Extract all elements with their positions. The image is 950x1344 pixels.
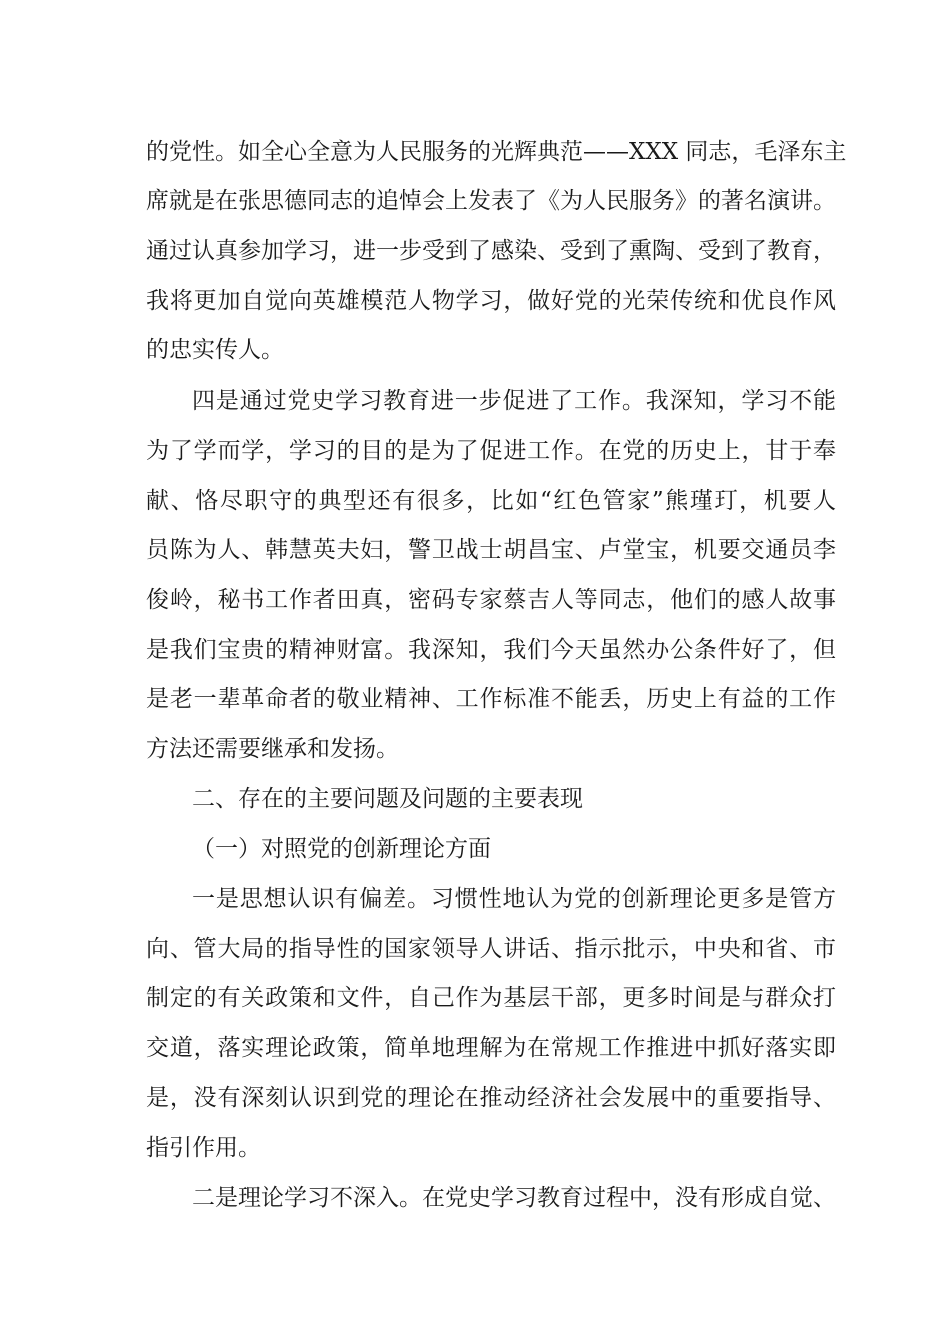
text-line: 是老一辈革命者的敬业精神、工作标准不能丢，历史上有益的工作 [146, 686, 836, 712]
text-line: 制定的有关政策和文件，自己作为基层干部，更多时间是与群众打 [146, 985, 836, 1011]
text-line: 方法还需要继承和发扬。 [146, 736, 399, 762]
text-line: 四是通过党史学习教育进一步促进了工作。我深知，学习不能 [192, 388, 836, 414]
text-line: 献、恪尽职守的典型还有很多，比如“红色管家”熊瑾玎，机要人 [146, 488, 836, 514]
text-line: 席就是在张思德同志的追悼会上发表了《为人民服务》的著名演讲。 [146, 188, 836, 214]
text-line: 一是思想认识有偏差。习惯性地认为党的创新理论更多是管方 [192, 886, 836, 912]
text-line: 我将更加自觉向英雄模范人物学习，做好党的光荣传统和优良作风 [146, 288, 836, 314]
text-line: 为了学而学，学习的目的是为了促进工作。在党的历史上，甘于奉 [146, 438, 836, 464]
text-line: 是，没有深刻认识到党的理论在推动经济社会发展中的重要指导、 [146, 1085, 836, 1111]
section-heading: 二、存在的主要问题及问题的主要表现 [192, 786, 583, 812]
text-line: 向、管大局的指导性的国家领导人讲话、指示批示，中央和省、市 [146, 936, 836, 962]
subsection-heading: （一）对照党的创新理论方面 [192, 836, 491, 862]
text-line: 交道，落实理论政策，简单地理解为在常规工作推进中抓好落实即 [146, 1035, 836, 1061]
text-line: 是我们宝贵的精神财富。我深知，我们今天虽然办公条件好了，但 [146, 637, 836, 663]
text-line: 的忠实传人。 [146, 337, 284, 363]
text-line: 指引作用。 [146, 1135, 261, 1161]
text-line: 二是理论学习不深入。在党史学习教育过程中，没有形成自觉、 [192, 1185, 836, 1211]
text-line: 通过认真参加学习，进一步受到了感染、受到了熏陶、受到了教育， [146, 238, 836, 264]
text-line: 俊岭，秘书工作者田真，密码专家蔡吉人等同志，他们的感人故事 [146, 587, 836, 613]
text-line: 员陈为人、韩慧英夫妇，警卫战士胡昌宝、卢堂宝，机要交通员李 [146, 537, 836, 563]
text-line: 的党性。如全心全意为人民服务的光辉典范——XXX 同志，毛泽东主 [146, 139, 847, 165]
